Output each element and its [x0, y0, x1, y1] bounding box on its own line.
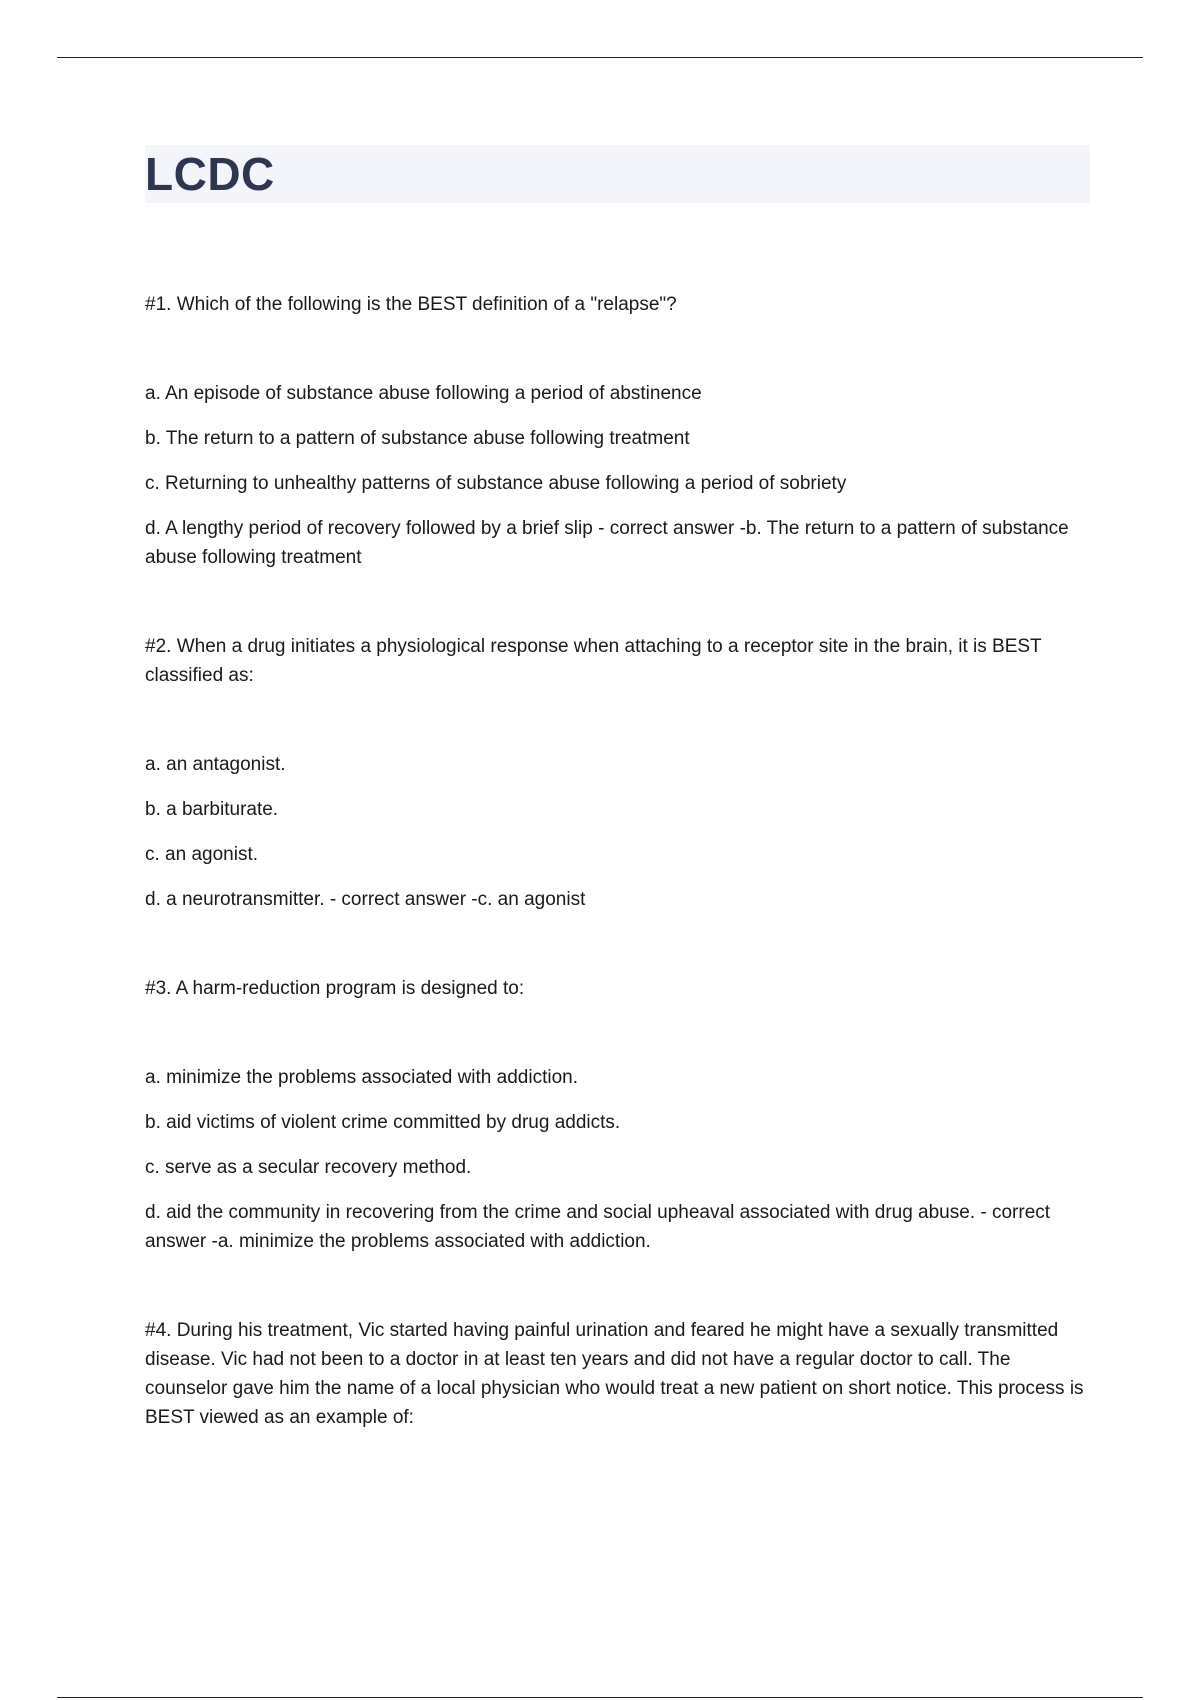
option-d-with-answer: d. a neurotransmitter. - correct answer -c. an agonist — [145, 889, 586, 910]
option-b: b. a barbiturate. — [145, 799, 279, 820]
bottom-rule — [57, 1697, 1143, 1698]
top-rule — [57, 57, 1143, 58]
option-d-with-answer: d. A lengthy period of recovery followed by a brief slip - correct answer -b. The return to a pattern of substance abuse following treatment — [145, 518, 1069, 568]
option-c: c. an agonist. — [145, 844, 259, 865]
question-text: #2. When a drug initiates a physiological response when attaching to a receptor site in the brain, it is BEST classified as: — [145, 636, 1042, 686]
document-title: LCDC — [145, 148, 275, 200]
question-3 — [145, 974, 1090, 1256]
question-2 — [145, 632, 1090, 914]
option-a: a. An episode of substance abuse following a period of abstinence — [145, 383, 702, 404]
option-c: c. serve as a secular recovery method. — [145, 1157, 472, 1178]
question-text: #1. Which of the following is the BEST definition of a "relapse"? — [145, 294, 677, 315]
option-d-with-answer: d. aid the community in recovering from the crime and social upheaval associated with drug abuse. - correct answer -a. minimize the problems associated with addiction. — [145, 1202, 1051, 1252]
question-4 — [145, 1316, 1090, 1432]
option-b: b. The return to a pattern of substance abuse following treatment — [145, 428, 690, 449]
title-band — [145, 145, 1090, 203]
question-list — [145, 290, 1090, 1432]
document-body — [145, 145, 1090, 1492]
question-text: #4. During his treatment, Vic started having painful urination and feared he might have a sexually transmitted disease. Vic had not been to a doctor in at least ten years and did not have a regular doctor to call. The counselor gave him the name of a local physician who would treat a new patient on short notice. This process is BEST viewed as an example of: — [145, 1320, 1084, 1428]
option-a: a. minimize the problems associated with addiction. — [145, 1067, 578, 1088]
question-text: #3. A harm-reduction program is designed to: — [145, 978, 525, 999]
option-a: a. an antagonist. — [145, 754, 286, 775]
option-b: b. aid victims of violent crime committed by drug addicts. — [145, 1112, 621, 1133]
question-1 — [145, 290, 1090, 572]
option-c: c. Returning to unhealthy patterns of substance abuse following a period of sobriety — [145, 473, 847, 494]
